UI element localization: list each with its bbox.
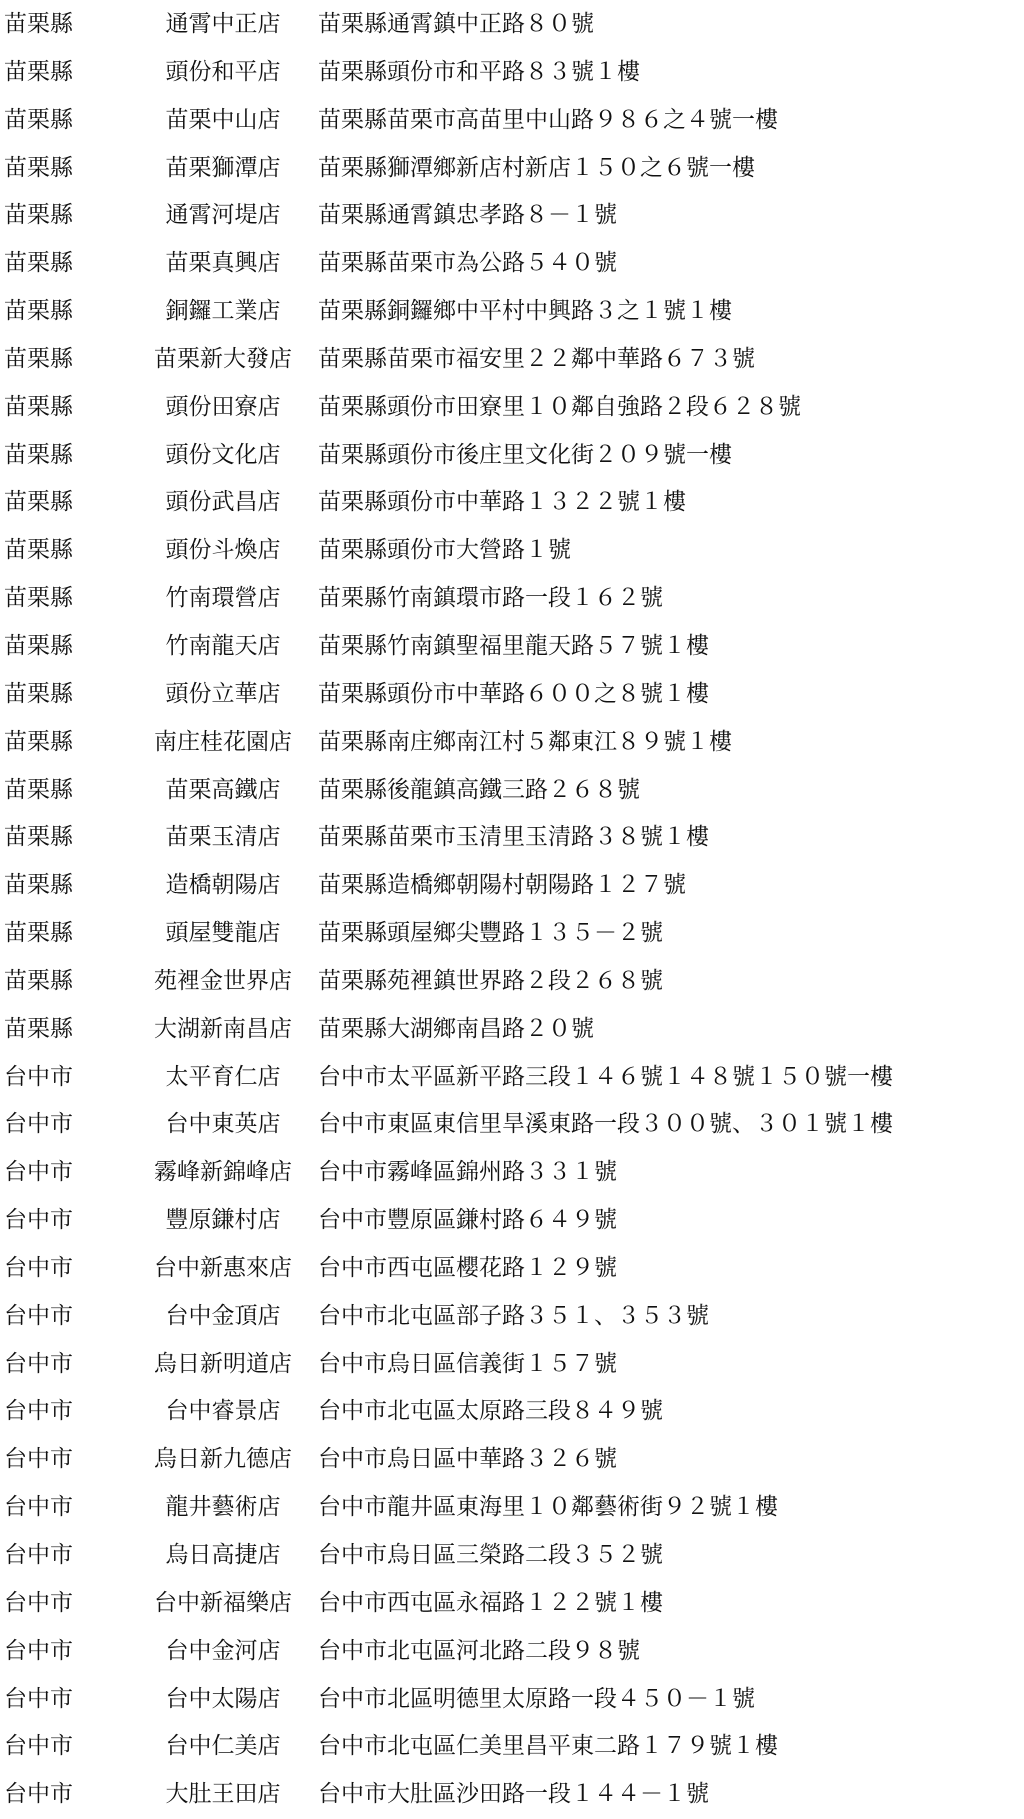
store-row xyxy=(0,1676,1024,1724)
store-name-cell: 大湖新南昌店 xyxy=(154,1015,292,1042)
county-cell: 苗栗縣 xyxy=(4,824,73,851)
county-cell: 苗栗縣 xyxy=(4,872,73,899)
county-cell: 苗栗縣 xyxy=(4,202,73,229)
store-name-cell: 南庄桂花園店 xyxy=(154,728,292,755)
store-name-cell: 竹南環營店 xyxy=(165,585,281,612)
store-name-cell: 霧峰新錦峰店 xyxy=(154,1159,292,1186)
county-cell: 苗栗縣 xyxy=(4,58,73,85)
county-cell: 台中市 xyxy=(4,1063,73,1090)
store-row xyxy=(0,1054,1024,1102)
store-row xyxy=(0,527,1024,575)
county-cell: 台中市 xyxy=(4,1302,73,1329)
store-name-cell: 頭份田寮店 xyxy=(165,393,281,420)
county-cell: 台中市 xyxy=(4,1398,73,1425)
address-cell: 台中市北區明德里太原路一段４５０－１號 xyxy=(318,1685,755,1712)
store-row xyxy=(0,1580,1024,1628)
address-cell: 苗栗縣後龍鎮高鐵三路２６８號 xyxy=(318,776,640,803)
address-cell: 台中市太平區新平路三段１４６號１４８號１５０號一樓 xyxy=(318,1063,893,1090)
address-cell: 台中市豐原區鎌村路６４９號 xyxy=(318,1207,617,1234)
store-name-cell: 苗栗真興店 xyxy=(165,250,281,277)
store-name-cell: 通霄中正店 xyxy=(165,11,281,37)
store-name-cell: 大肚王田店 xyxy=(165,1781,281,1808)
store-list xyxy=(0,1,1024,1819)
address-cell: 苗栗縣頭份市中華路６００之８號１樓 xyxy=(318,680,709,707)
address-cell: 苗栗縣竹南鎮環市路一段１６２號 xyxy=(318,585,663,612)
address-cell: 苗栗縣造橋鄉朝陽村朝陽路１２７號 xyxy=(318,872,686,899)
store-row xyxy=(0,1532,1024,1580)
county-cell: 台中市 xyxy=(4,1111,73,1138)
county-cell: 苗栗縣 xyxy=(4,345,73,372)
county-cell: 台中市 xyxy=(4,1733,73,1760)
address-cell: 苗栗縣苗栗市福安里２２鄰中華路６７３號 xyxy=(318,345,755,372)
county-cell: 苗栗縣 xyxy=(4,680,73,707)
store-name-cell: 頭份武昌店 xyxy=(165,489,281,516)
address-cell: 台中市烏日區信義街１５７號 xyxy=(318,1350,617,1377)
store-name-cell: 烏日高捷店 xyxy=(165,1542,281,1568)
address-cell: 苗栗縣頭份市和平路８３號１樓 xyxy=(318,58,640,85)
store-name-cell: 竹南龍天店 xyxy=(165,632,281,659)
store-row xyxy=(0,767,1024,815)
store-name-cell: 烏日新明道店 xyxy=(154,1350,292,1377)
store-row xyxy=(0,1484,1024,1532)
county-cell: 台中市 xyxy=(4,1350,73,1377)
store-row xyxy=(0,192,1024,240)
store-row xyxy=(0,623,1024,671)
address-cell: 台中市大肚區沙田路一段１４４－１號 xyxy=(318,1781,709,1808)
address-cell: 苗栗縣苑裡鎮世界路２段２６８號 xyxy=(318,967,663,994)
county-cell: 苗栗縣 xyxy=(4,489,73,516)
address-cell: 苗栗縣苗栗市為公路５４０號 xyxy=(318,250,617,277)
address-cell: 台中市北屯區部子路３５１、３５３號 xyxy=(318,1302,709,1329)
address-cell: 苗栗縣南庄鄉南江村５鄰東江８９號１樓 xyxy=(318,728,732,755)
county-cell: 台中市 xyxy=(4,1254,73,1281)
store-row xyxy=(0,336,1024,384)
address-cell: 台中市西屯區櫻花路１２９號 xyxy=(318,1254,617,1281)
store-row xyxy=(0,1006,1024,1054)
address-cell: 苗栗縣頭份市田寮里１０鄰自強路２段６２８號 xyxy=(318,393,801,420)
store-name-cell: 台中新惠來店 xyxy=(154,1254,292,1281)
address-cell: 台中市霧峰區錦州路３３１號 xyxy=(318,1159,617,1186)
county-cell: 苗栗縣 xyxy=(4,776,73,803)
store-name-cell: 頭份和平店 xyxy=(165,58,281,85)
store-name-cell: 台中東英店 xyxy=(165,1111,281,1138)
store-row xyxy=(0,1388,1024,1436)
store-name-cell: 苗栗獅潭店 xyxy=(165,154,281,181)
store-name-cell: 台中金頂店 xyxy=(165,1302,281,1329)
store-name-cell: 銅鑼工業店 xyxy=(165,298,281,325)
county-cell: 台中市 xyxy=(4,1159,73,1186)
store-row xyxy=(0,1436,1024,1484)
store-name-cell: 苗栗高鐵店 xyxy=(165,776,281,803)
county-cell: 苗栗縣 xyxy=(4,728,73,755)
store-row xyxy=(0,1101,1024,1149)
county-cell: 苗栗縣 xyxy=(4,106,73,133)
address-cell: 苗栗縣頭屋鄉尖豐路１３５－２號 xyxy=(318,920,663,947)
store-row xyxy=(0,1197,1024,1245)
store-name-cell: 苗栗玉清店 xyxy=(165,824,281,851)
address-cell: 苗栗縣竹南鎮聖福里龍天路５７號１樓 xyxy=(318,632,709,659)
address-cell: 台中市烏日區三榮路二段３５２號 xyxy=(318,1542,663,1568)
address-cell: 苗栗縣獅潭鄉新店村新店１５０之６號一樓 xyxy=(318,154,755,181)
address-cell: 台中市西屯區永福路１２２號１樓 xyxy=(318,1589,663,1616)
store-name-cell: 頭份立華店 xyxy=(165,680,281,707)
county-cell: 苗栗縣 xyxy=(4,11,73,37)
store-name-cell: 台中金河店 xyxy=(165,1637,281,1664)
county-cell: 苗栗縣 xyxy=(4,967,73,994)
county-cell: 台中市 xyxy=(4,1589,73,1616)
store-row xyxy=(0,910,1024,958)
address-cell: 苗栗縣銅鑼鄉中平村中興路３之１號１樓 xyxy=(318,298,732,325)
store-name-cell: 台中太陽店 xyxy=(165,1685,281,1712)
store-name-cell: 台中新福樂店 xyxy=(154,1589,292,1616)
store-name-cell: 台中睿景店 xyxy=(165,1398,281,1425)
store-row xyxy=(0,1628,1024,1676)
county-cell: 台中市 xyxy=(4,1781,73,1808)
store-name-cell: 造橋朝陽店 xyxy=(165,872,281,899)
store-row xyxy=(0,1,1024,49)
store-row xyxy=(0,1723,1024,1771)
address-cell: 苗栗縣通霄鎮忠孝路８－１號 xyxy=(318,202,617,229)
store-name-cell: 苗栗新大發店 xyxy=(154,345,292,372)
store-name-cell: 台中仁美店 xyxy=(165,1733,281,1760)
store-row xyxy=(0,862,1024,910)
county-cell: 苗栗縣 xyxy=(4,298,73,325)
address-cell: 台中市東區東信里旱溪東路一段３００號、３０１號１樓 xyxy=(318,1111,893,1138)
county-cell: 苗栗縣 xyxy=(4,632,73,659)
county-cell: 苗栗縣 xyxy=(4,441,73,468)
county-cell: 台中市 xyxy=(4,1685,73,1712)
address-cell: 台中市北屯區仁美里昌平東二路１７９號１樓 xyxy=(318,1733,778,1760)
store-row xyxy=(0,1149,1024,1197)
address-cell: 台中市北屯區河北路二段９８號 xyxy=(318,1637,640,1664)
address-cell: 台中市龍井區東海里１０鄰藝術街９２號１樓 xyxy=(318,1494,778,1521)
address-cell: 苗栗縣苗栗市高苗里中山路９８６之４號一樓 xyxy=(318,106,778,133)
store-name-cell: 豐原鎌村店 xyxy=(165,1207,281,1234)
address-cell: 苗栗縣頭份市大營路１號 xyxy=(318,537,571,564)
county-cell: 台中市 xyxy=(4,1207,73,1234)
store-row xyxy=(0,384,1024,432)
store-row xyxy=(0,145,1024,193)
store-name-cell: 烏日新九德店 xyxy=(154,1446,292,1473)
store-row xyxy=(0,49,1024,97)
store-name-cell: 太平育仁店 xyxy=(165,1063,281,1090)
county-cell: 台中市 xyxy=(4,1637,73,1664)
county-cell: 台中市 xyxy=(4,1542,73,1568)
county-cell: 台中市 xyxy=(4,1494,73,1521)
county-cell: 苗栗縣 xyxy=(4,537,73,564)
store-name-cell: 頭屋雙龍店 xyxy=(165,920,281,947)
county-cell: 苗栗縣 xyxy=(4,1015,73,1042)
county-cell: 苗栗縣 xyxy=(4,250,73,277)
county-cell: 苗栗縣 xyxy=(4,393,73,420)
store-row xyxy=(0,671,1024,719)
store-name-cell: 通霄河堤店 xyxy=(165,202,281,229)
store-row xyxy=(0,719,1024,767)
store-row xyxy=(0,958,1024,1006)
county-cell: 台中市 xyxy=(4,1446,73,1473)
address-cell: 苗栗縣大湖鄉南昌路２０號 xyxy=(318,1015,594,1042)
store-name-cell: 頭份文化店 xyxy=(165,441,281,468)
county-cell: 苗栗縣 xyxy=(4,154,73,181)
county-cell: 苗栗縣 xyxy=(4,920,73,947)
address-cell: 苗栗縣頭份市中華路１３２２號１樓 xyxy=(318,489,686,516)
store-row xyxy=(0,240,1024,288)
address-cell: 苗栗縣頭份市後庄里文化街２０９號一樓 xyxy=(318,441,732,468)
store-row xyxy=(0,1245,1024,1293)
store-name-cell: 苗栗中山店 xyxy=(165,106,281,133)
store-name-cell: 苑裡金世界店 xyxy=(154,967,292,994)
store-row xyxy=(0,288,1024,336)
store-row xyxy=(0,1341,1024,1389)
address-cell: 苗栗縣通霄鎮中正路８０號 xyxy=(318,11,594,37)
store-row xyxy=(0,1771,1024,1819)
store-row xyxy=(0,97,1024,145)
address-cell: 苗栗縣苗栗市玉清里玉清路３８號１樓 xyxy=(318,824,709,851)
store-row xyxy=(0,814,1024,862)
store-row xyxy=(0,1293,1024,1341)
store-name-cell: 龍井藝術店 xyxy=(165,1494,281,1521)
store-row xyxy=(0,575,1024,623)
address-cell: 台中市北屯區太原路三段８４９號 xyxy=(318,1398,663,1425)
store-name-cell: 頭份斗煥店 xyxy=(165,537,281,564)
store-row xyxy=(0,479,1024,527)
address-cell: 台中市烏日區中華路３２６號 xyxy=(318,1446,617,1473)
county-cell: 苗栗縣 xyxy=(4,585,73,612)
store-row xyxy=(0,432,1024,480)
